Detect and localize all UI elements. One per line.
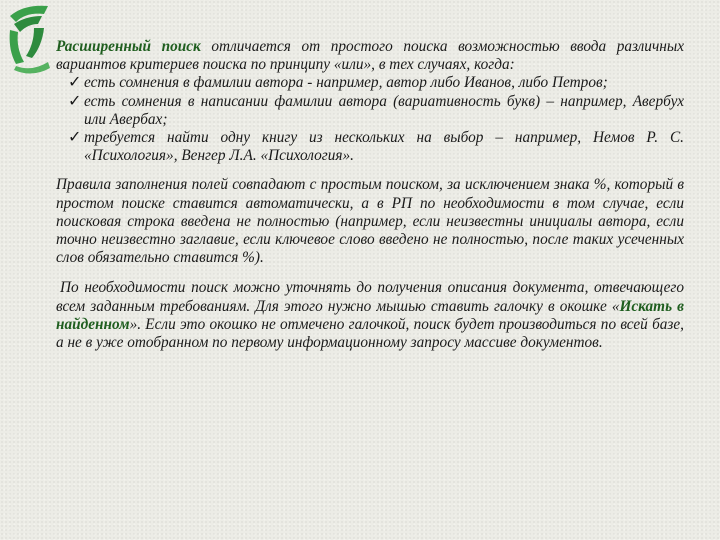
refine-paragraph [56,279,684,352]
logo-graphic [4,2,60,74]
rules-paragraph: Правила заполнения полей совпадают с простым поиском, за исключением знака %, который в простом поиске ставится автоматически, а в РП по необходимости в том случае, если поисковая строка введена не полностью (например, если неизвестны инициалы автора, если точно неизвестно заглавие, если ключевое слово введено не полностью, после таких усеченных слов обязательно ставится %). [56,176,684,267]
document-body [56,38,684,352]
list-item [58,74,684,92]
list-item-text: есть сомнения в написании фамилии автора (вариативность букв) – например, Авербух или Авербах; [84,92,684,128]
advanced-search-term: Расширенный поиск [56,38,201,55]
logo-left-stroke [10,30,24,64]
logo-right-stroke [26,28,44,58]
list-item [58,93,684,129]
refine-text-before: По необходимости поиск можно уточнять до получения описания документа, отвечающего всем заданным требованиям. Для этого нужно мышью ставить галочку в окошке « [56,279,684,315]
check-mark-icon: ✓ [68,129,82,147]
refine-text-after: ». Если это окошко не отмечено галочкой, поиск будет производиться по всей базе, а не в уже отобранном по первому информационному запросу массиве документов. [56,315,684,352]
conditions-list [56,74,684,165]
intro-text: отличается от простого поиска возможностью ввода различных вариантов критериев поиска по принципу «или», в тех случаях, когда: [56,38,684,74]
green-book-logo-icon [4,2,60,74]
check-mark-icon: ✓ [68,74,82,92]
intro-paragraph [56,38,684,74]
logo-base-stroke [14,62,50,74]
list-item [58,129,684,165]
search-in-results-label: Искать в найденном [56,297,684,333]
check-mark-icon: ✓ [68,92,82,110]
list-item-text: требуется найти одну книгу из нескольких на выбор – например, Немов Р. С. «Психология», Венгер Л.А. «Психология». [84,129,684,165]
list-item-text: есть сомнения в фамилии автора - например, автор либо Иванов, либо Петров; [84,74,608,92]
